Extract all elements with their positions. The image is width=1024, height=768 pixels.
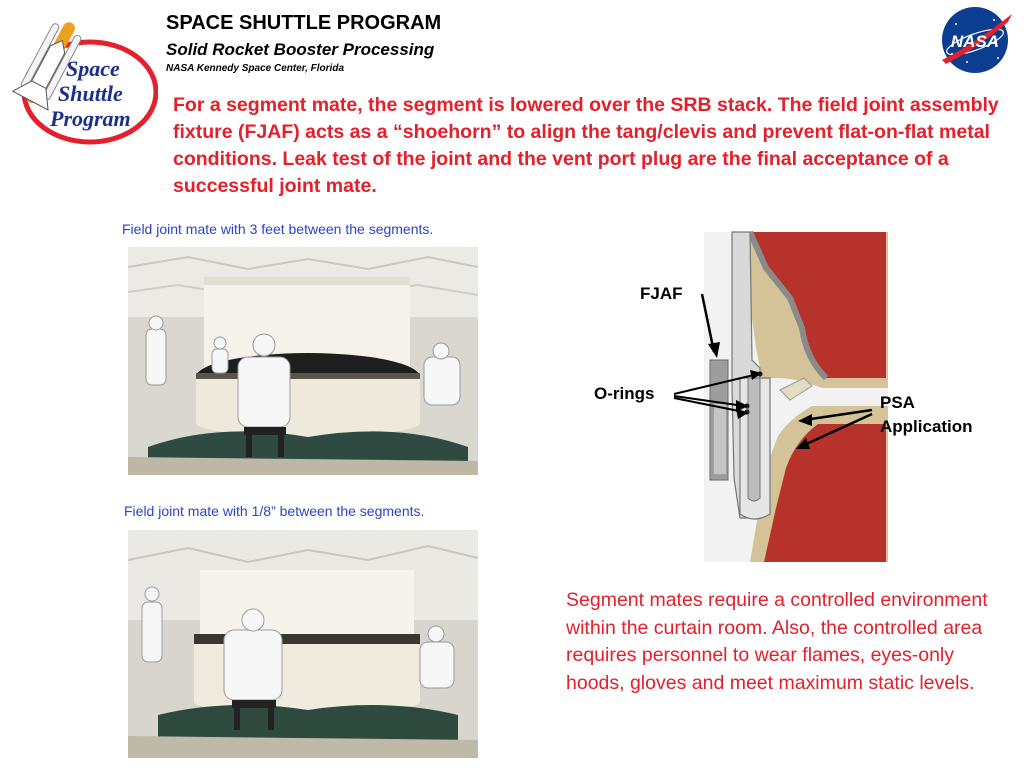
logo-word-program: Program: [50, 106, 131, 131]
field-joint-photo-eighth-inch: [128, 530, 478, 758]
psa-label-line-2: Application: [880, 417, 973, 436]
page-title: SPACE SHUTTLE PROGRAM: [166, 12, 442, 34]
intro-paragraph: For a segment mate, the segment is lowered over the SRB stack. The field joint assembly fixture (FJAF) acts as a “shoehorn” to align the tang/clevis and prevent flat-on-flat metal conditions. Leak test of the joint and the vent port plug are the final acceptance of a successful joint mate.: [173, 94, 999, 197]
photo-caption-2: Field joint mate with 1/8” between the segments.: [124, 503, 425, 519]
field-joint-photo-3-feet: [128, 247, 478, 475]
logo-word-shuttle: Shuttle: [58, 81, 123, 106]
fjaf-label: FJAF: [640, 284, 683, 303]
nasa-logo: [934, 4, 1016, 76]
page-subtitle: Solid Rocket Booster Processing: [166, 40, 435, 59]
field-joint-diagram: [590, 228, 1000, 566]
o-rings-label: O-rings: [594, 384, 655, 403]
nasa-logo-text: NASA: [950, 32, 1000, 51]
psa-label-line-1: PSA: [880, 393, 915, 412]
space-shuttle-program-logo: [10, 8, 158, 148]
note-paragraph: Segment mates require a controlled environment within the curtain room. Also, the controlled area requires personnel to wear flames, eyes-only hoods, gloves and meet maximum static levels.: [566, 589, 988, 694]
photo-caption-1: Field joint mate with 3 feet between the segments.: [122, 221, 434, 237]
location-label: NASA Kennedy Space Center, Florida: [166, 63, 345, 74]
logo-word-space: Space: [66, 56, 120, 81]
